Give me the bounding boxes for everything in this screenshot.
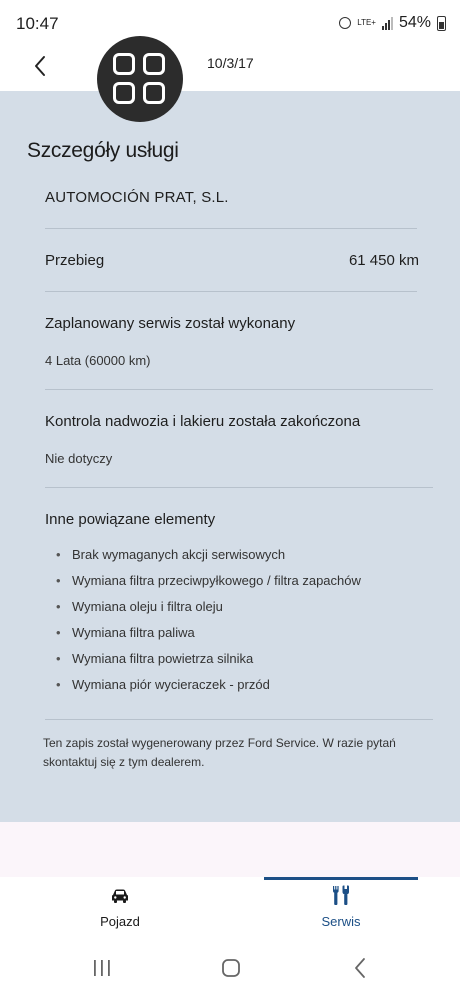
battery-percent: 54%: [398, 14, 431, 31]
status-icons: [339, 14, 446, 32]
list-item: • Wymiana filtra powietrza silnika: [56, 651, 361, 677]
app-header: [0, 48, 460, 91]
related-items-title: Inne powiązane elementy: [45, 511, 216, 528]
home-icon: [216, 956, 246, 980]
signal-icon: [382, 17, 393, 30]
wrench-tools-icon: [332, 885, 350, 907]
back-button[interactable]: [28, 52, 56, 80]
service-date: 10/3/17: [207, 55, 254, 71]
alarm-icon: [339, 17, 351, 29]
divider: [45, 719, 433, 720]
status-time: 10:47: [16, 14, 59, 33]
page-title: Szczegóły usługi: [27, 139, 179, 162]
tab-service[interactable]: [283, 877, 399, 939]
body-paint-check-title: Kontrola nadwozia i lakieru została zakończona: [45, 413, 361, 430]
status-bar: [0, 0, 460, 48]
battery-icon: [437, 16, 446, 31]
home-button[interactable]: [216, 956, 246, 980]
recent-apps-icon: [87, 956, 117, 980]
network-type: LTE+: [357, 18, 376, 27]
footnote: Ten zapis został wygenerowany przez Ford Service. W razie pytań skontaktuj się z tym dealerem.: [43, 736, 396, 769]
bottom-tab-bar: [0, 877, 460, 939]
tab-vehicle[interactable]: [62, 877, 178, 939]
service-details-panel: [0, 91, 460, 822]
divider: [45, 291, 417, 292]
list-item: • Wymiana piór wycieraczek - przód: [56, 677, 361, 703]
recent-apps-button[interactable]: [87, 956, 117, 980]
scheduled-service-title: Zaplanowany serwis został wykonany: [45, 315, 296, 332]
list-item: • Wymiana oleju i filtra oleju: [56, 599, 361, 625]
divider: [45, 228, 417, 229]
list-item: • Wymiana filtra paliwa: [56, 625, 361, 651]
dealer-logo-icon: [97, 36, 183, 122]
divider: [45, 487, 433, 488]
list-item: • Wymiana filtra przeciwpyłkowego / filtra zapachów: [56, 573, 361, 599]
content-bottom-strip: [0, 822, 460, 877]
mileage-label: Przebieg: [45, 252, 105, 269]
body-paint-check-detail: Nie dotyczy: [45, 451, 113, 466]
tab-service-label: Serwis: [321, 914, 361, 929]
chevron-left-icon: [28, 52, 56, 80]
system-back-button[interactable]: [345, 956, 375, 980]
system-navigation-bar: [0, 939, 460, 998]
list-item: • Brak wymaganych akcji serwisowych: [56, 547, 361, 573]
divider: [45, 389, 433, 390]
back-arrow-icon: [345, 956, 375, 980]
car-icon: [110, 888, 130, 904]
dealer-name: AUTOMOCIÓN PRAT, S.L.: [45, 189, 229, 206]
tab-vehicle-label: Pojazd: [100, 914, 140, 929]
mileage-value: 61 450 km: [348, 252, 419, 269]
scheduled-service-detail: 4 Lata (60000 km): [45, 353, 151, 368]
related-items-list: [56, 547, 361, 703]
